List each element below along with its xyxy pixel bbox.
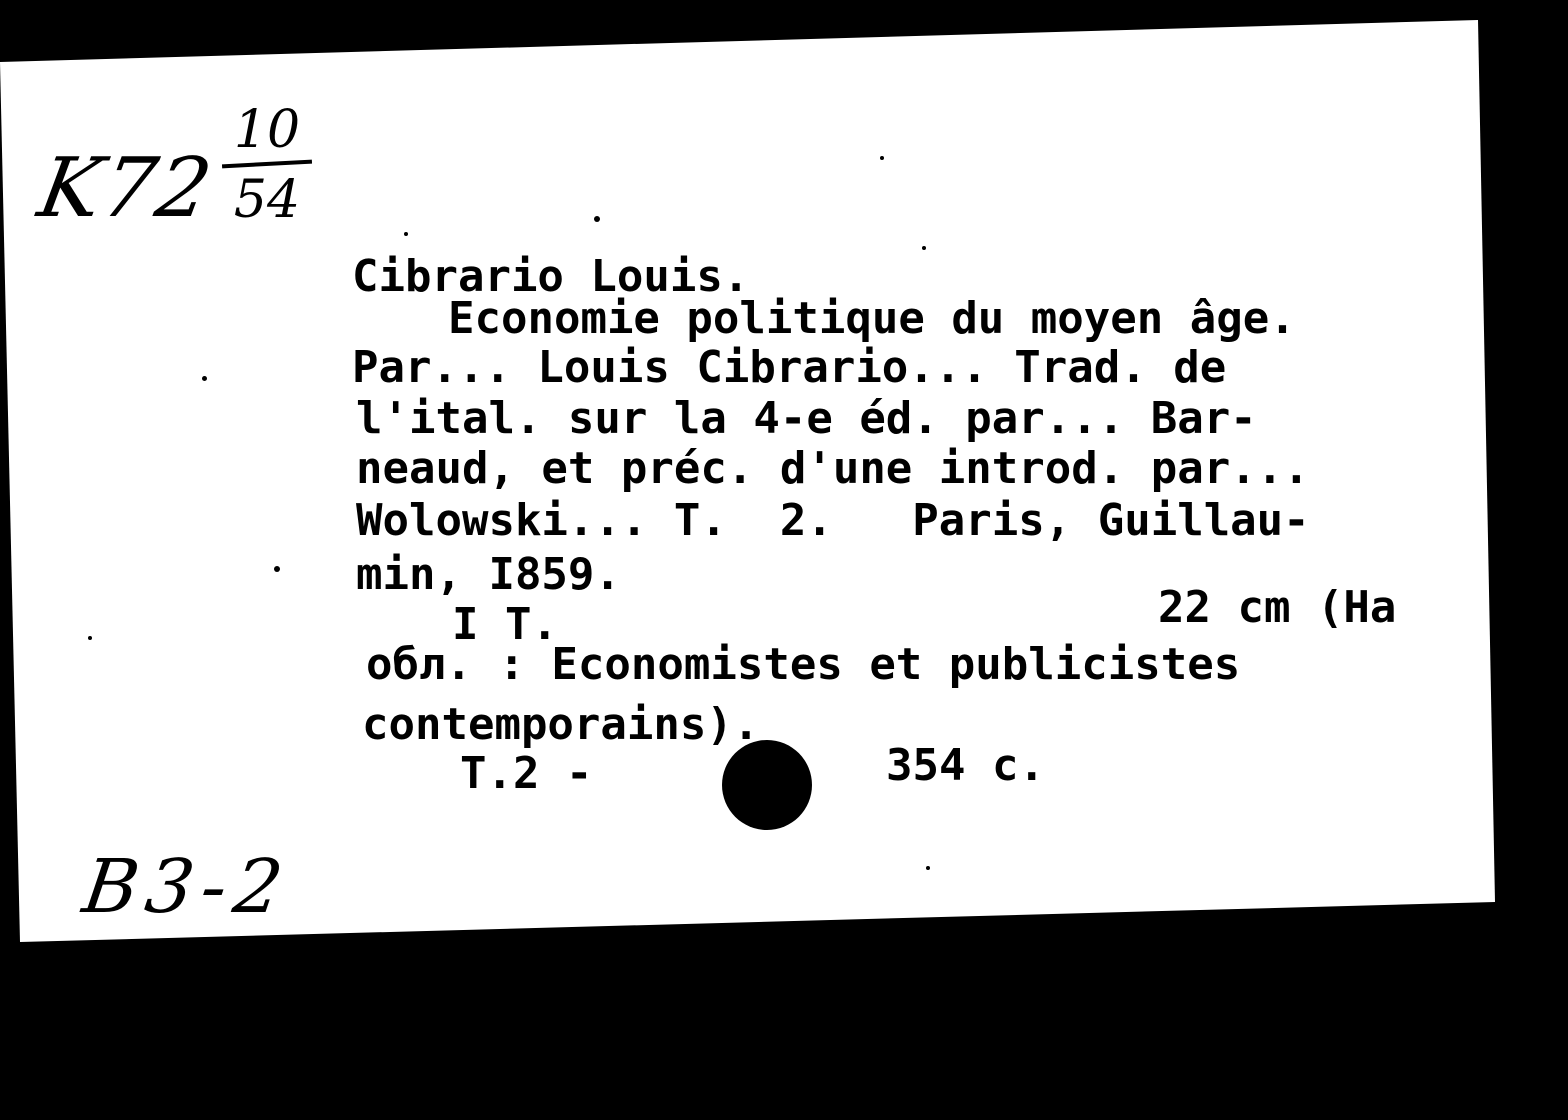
- speck: [594, 216, 600, 222]
- speck: [88, 636, 92, 640]
- shelf-mark: K72: [31, 141, 221, 236]
- fraction-line: [222, 160, 312, 169]
- shelf-mark-numerator: 10: [233, 100, 301, 160]
- description-line-1: Par... Louis Cibrario... Trad. de: [352, 342, 1227, 393]
- speck: [202, 376, 207, 381]
- description-line-3: neaud, et préc. d'une introd. par...: [356, 443, 1310, 494]
- pages-note: 354 с.: [886, 740, 1045, 791]
- speck: [926, 866, 930, 870]
- speck: [404, 232, 408, 236]
- shelf-mark-fraction: [222, 100, 312, 230]
- description-line-2: l'ital. sur la 4-e éd. par... Bar-: [356, 393, 1257, 444]
- title-line: Economie politique du moyen âge.: [448, 293, 1296, 344]
- description-line-4: Wolowski... T. 2. Paris, Guillau-: [356, 495, 1310, 546]
- author-line: Cibrario Louis.: [352, 251, 750, 302]
- volume-line: T.2 -: [460, 748, 593, 799]
- volumes-note: I T.: [452, 599, 558, 650]
- bottom-code: B3-2: [77, 844, 296, 930]
- imprint-line: min, I859.: [356, 549, 621, 600]
- size-note: 22 cm (Ha: [1158, 582, 1397, 633]
- speck: [922, 246, 926, 250]
- punch-hole: [722, 740, 812, 830]
- shelf-mark-denominator: 54: [233, 170, 301, 230]
- series-line-2: contemporains).: [362, 699, 760, 750]
- series-line: обл. : Economistes et publicistes: [366, 639, 1241, 690]
- speck: [880, 156, 884, 160]
- speck: [274, 566, 280, 572]
